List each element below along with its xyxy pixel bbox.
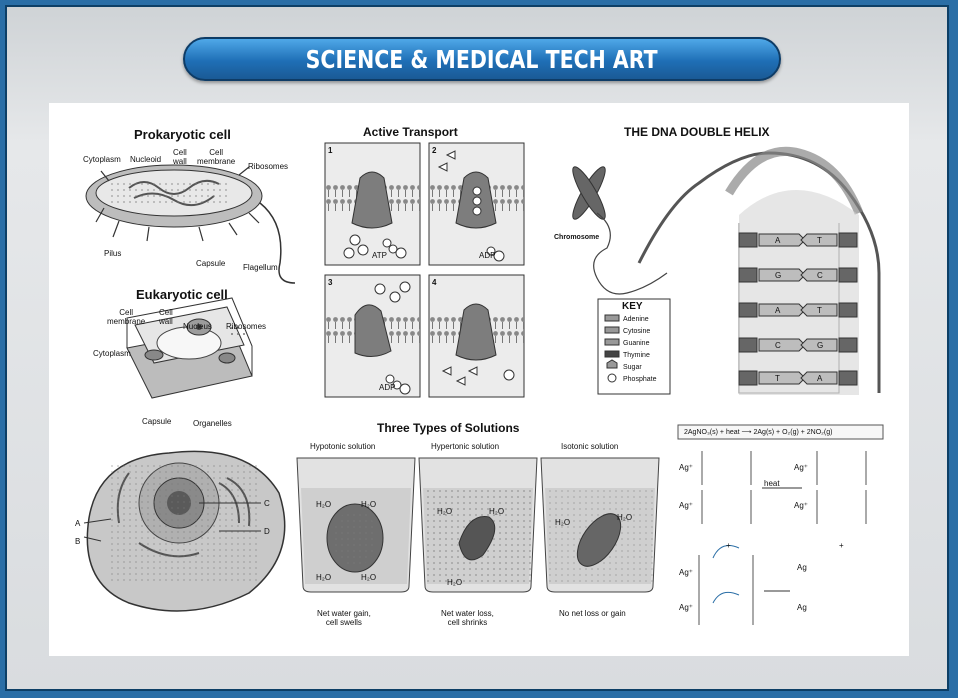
panel-1-number: 1: [328, 146, 333, 155]
label-cytoplasm-euk: Cytoplasm: [93, 349, 131, 358]
base-10: A: [817, 374, 823, 383]
water-label-1: H₂O: [316, 500, 332, 509]
ag-plus-2: Ag⁺: [679, 501, 694, 510]
label-nucleoid: Nucleoid: [130, 155, 162, 164]
water-label-6: H₂O: [489, 507, 505, 516]
label-capsule: Capsule: [196, 259, 226, 268]
eukaryotic-title: Eukaryotic cell: [136, 287, 228, 302]
ag-plus-6: Ag⁺: [679, 603, 694, 612]
base-9: T: [775, 374, 780, 383]
label-cell-wall: Cell wall: [173, 148, 187, 166]
label-cell-wall-euk: Cell wall: [159, 308, 173, 326]
label-isotonic: Isotonic solution: [561, 442, 619, 451]
heat-label: heat: [764, 479, 780, 488]
base-3: G: [775, 271, 782, 280]
panel-2-adp: ADP: [479, 251, 496, 260]
key-guanine: Guanine: [623, 340, 650, 347]
label-b: B: [75, 537, 81, 546]
dna-title: THE DNA DOUBLE HELIX: [624, 125, 770, 139]
label-chromosome: Chromosome: [554, 234, 600, 241]
label-ribosomes: Ribosomes: [248, 162, 289, 171]
key-adenine: Adenine: [623, 316, 649, 323]
key-thymine: Thymine: [623, 352, 650, 359]
chemistry-drawing: [678, 425, 883, 625]
label-capsule-euk: Capsule: [142, 417, 172, 426]
base-7: C: [775, 341, 781, 350]
label-flagellum: Flagellum: [243, 263, 278, 272]
chemistry-equation: 2AgNO₃(s) + heat ⟶ 2Ag(s) + O₂(g) + 2NO₂(g): [684, 429, 833, 436]
active-transport-drawing: [325, 143, 524, 397]
illustration-art: [49, 103, 909, 656]
ag-label-1: Ag: [797, 563, 807, 572]
panel-3-adp: ADP: [379, 383, 396, 392]
key-phosphate: Phosphate: [623, 376, 657, 383]
prokaryotic-title: Prokaryotic cell: [134, 127, 231, 142]
banner-title: SCIENCE & MEDICAL TECH ART: [305, 44, 658, 74]
ag-plus-4: Ag⁺: [794, 501, 809, 510]
label-cell-membrane-euk: Cell membrane: [107, 308, 146, 326]
plus-sign-2: +: [839, 541, 844, 550]
base-4: C: [817, 271, 823, 280]
label-ribosomes-euk: Ribosomes: [226, 322, 267, 331]
caption-hypertonic: Net water loss, cell shrinks: [441, 609, 494, 627]
base-6: T: [817, 306, 822, 315]
water-label-5: H₂O: [437, 507, 453, 516]
solutions-title: Three Types of Solutions: [377, 421, 520, 435]
base-2: T: [817, 236, 822, 245]
label-hypertonic: Hypertonic solution: [431, 442, 500, 451]
water-label-9: H₂O: [617, 513, 633, 522]
water-label-2: H₂O: [361, 500, 377, 509]
water-label-3: H₂O: [316, 573, 332, 582]
caption-hypotonic: Net water gain, cell swells: [317, 609, 371, 627]
panel-2-number: 2: [432, 146, 437, 155]
ag-plus-1: Ag⁺: [679, 463, 694, 472]
eukaryotic-cell-drawing: [127, 298, 252, 398]
base-1: A: [775, 236, 781, 245]
key-sugar: Sugar: [623, 364, 642, 371]
plus-sign-1: +: [726, 541, 731, 550]
base-5: A: [775, 306, 781, 315]
label-pilus: Pilus: [104, 249, 122, 258]
label-organelles: Organelles: [193, 419, 232, 428]
ag-plus-3: Ag⁺: [794, 463, 809, 472]
illustration-sheet: [49, 103, 909, 656]
key-cytosine: Cytosine: [623, 328, 651, 335]
animal-cell-drawing: [84, 451, 285, 611]
panel-1-atp: ATP: [372, 251, 387, 260]
key-title: KEY: [622, 301, 643, 312]
water-label-8: H₂O: [555, 518, 571, 527]
label-hypotonic: Hypotonic solution: [310, 442, 376, 451]
dna-helix-drawing: [568, 151, 879, 395]
base-8: G: [817, 341, 824, 350]
label-cytoplasm: Cytoplasm: [83, 155, 121, 164]
panel-4-number: 4: [432, 278, 437, 287]
water-label-7: H₂O: [447, 578, 463, 587]
ag-label-2: Ag: [797, 603, 807, 612]
active-transport-title: Active Transport: [363, 125, 458, 139]
water-label-4: H₂O: [361, 573, 377, 582]
title-banner: [183, 37, 781, 81]
label-c: C: [264, 499, 270, 508]
label-a: A: [75, 519, 81, 528]
beakers-drawing: [297, 458, 659, 592]
caption-isotonic: No net loss or gain: [559, 609, 626, 618]
label-nucleus: Nucleus: [183, 322, 212, 331]
label-d: D: [264, 527, 270, 536]
label-cell-membrane: Cell membrane: [197, 148, 236, 166]
panel-3-number: 3: [328, 278, 333, 287]
ag-plus-5: Ag⁺: [679, 568, 694, 577]
